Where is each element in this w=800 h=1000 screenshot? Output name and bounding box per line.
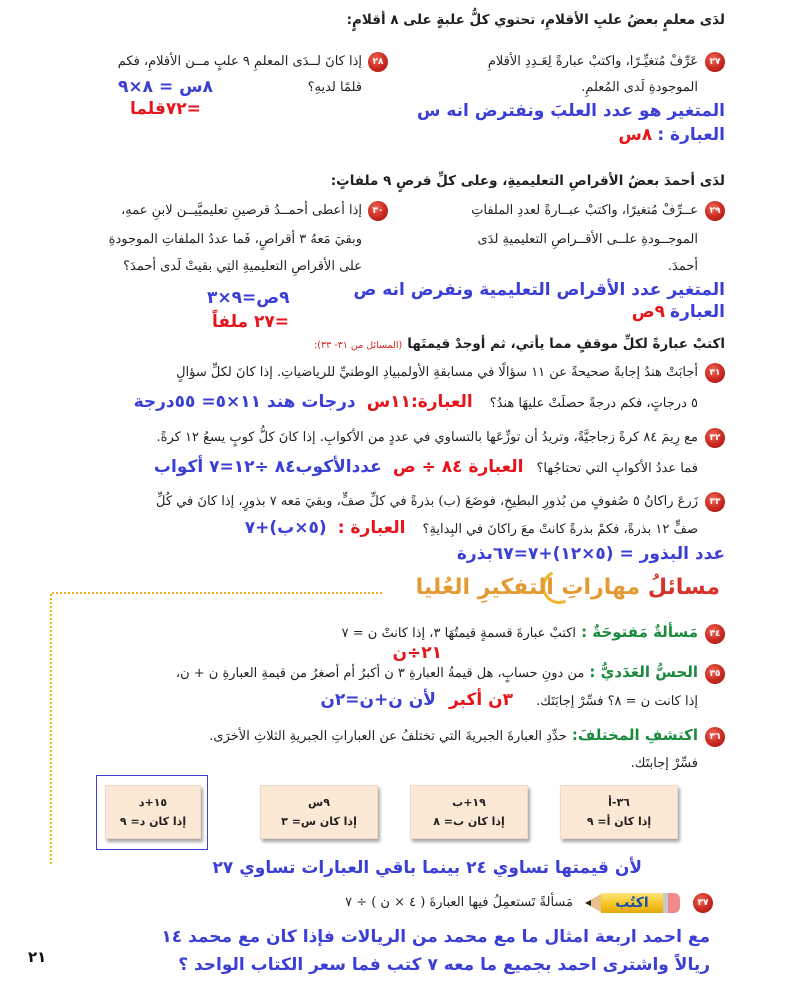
answer-31-result: درجات هند ١١×٥= ٥٥درجة (133, 392, 356, 412)
problem-35-line1: من دونِ حسابٍ، هل قيمةُ العبارةِ ٣ ن أكبرُ أم أصغرُ من قيمةِ العبارةِ ن + ن، (175, 666, 585, 681)
problem-32-line2-row (154, 457, 698, 477)
answer-37-line1: مع احمد اربعة امثال ما مع محمد من الريالات فإذا كان مع محمد ١٤ (161, 927, 710, 947)
answer-28-equation: ٨س = ٨×٩ (118, 77, 213, 97)
section-title-rest: مهاراتِ التفكيرِ العُليا (415, 575, 641, 600)
section-title-first: مسائلُ (647, 575, 720, 600)
problem-number-badge: ٣٣ (705, 492, 725, 512)
expression-card-selected (105, 785, 201, 839)
answer-30-equation: ٩ص=٩×٣ (207, 288, 290, 308)
pencil-tip (585, 894, 601, 912)
answer-27-variable: المتغير هو عدد العلبَ ونفترض انه س (416, 101, 725, 121)
problem-34-heading: مَسألةٌ مَفتوحَةٌ : (581, 623, 698, 641)
problem-28-line1: إذا كانَ لــدَى المعلمِ ٩ علبٍ مــن الأقلامِ، فكم (117, 54, 362, 69)
problem-34-row (342, 622, 698, 641)
problem-27-line2: الموجودةِ لَدى المُعلمِ. (581, 80, 698, 95)
problem-30-line2: وبقيَ مَعهُ ٣ أقراصٍ، فَما عددُ الملفاتِ الموجودةِ (108, 232, 362, 247)
problem-number-badge: ٣٧ (693, 893, 713, 913)
problem-number-badge: ٢٩ (705, 201, 725, 221)
problem-33-line2: صفٍّ ١٢ بذرةً، فكمْ بذرةً كانتْ معَ راكانَ في البِدايةِ؟ (422, 522, 698, 537)
problem-36-line2: فسِّرْ إجابتَك. (630, 756, 698, 771)
pencil-eraser (668, 893, 680, 913)
problem-31-line2-row (134, 392, 698, 412)
group2-intro: لدَى أحمدَ بعضُ الأقراصِ التعليميةِ، وعلى كلِّ قرصٍ ٩ ملفاتٍ: (330, 173, 725, 189)
problem-29-line1: عــرِّفْ مُتغيرًا، واكتبْ عبــارةً لعددِ الملفاتِ (471, 203, 698, 218)
card-expression: ٩س (308, 796, 330, 809)
section-dotted-border (52, 592, 382, 594)
answer-33-label: العبارة : (337, 518, 406, 538)
problem-33-line1: زَرعَ راكانُ ٥ صُفوفٍ من بُذورِ البطيخِ، فوضَعَ (ب) بذرةً في كلِّ صفٍّ، وبقيَ مَعه ٧ بذورٍ، إذا كانَ في كُلِّ (156, 494, 698, 509)
section-dotted-border (50, 594, 52, 864)
answer-35-reason: لأن ن+ن=٢ن (320, 690, 436, 710)
problem-33-line2-row (245, 518, 698, 538)
answer-27-label: العبارة : (657, 125, 725, 145)
problem-35-heading: الحسُّ العَدَديُّ : (589, 663, 698, 681)
problem-35-row (176, 662, 698, 681)
answer-31-expression: العبارة:١١س (366, 392, 473, 412)
section-title (416, 575, 720, 600)
pencil-write-icon (585, 893, 680, 913)
problem-31-line1: أجابَتْ هندُ إجابةً صحيحةً عن ١١ سؤالًا في مسابقةِ الأولمبيادِ الوطنيِّ للرياضياتِ. إذا كانَ لكلِّ سؤالٍ (176, 365, 698, 380)
answer-29-value: ٩ص (631, 302, 665, 322)
answer-35-claim: ٣ن أكبر (448, 690, 514, 710)
answer-36: لأن قيمتها تساوي ٢٤ بينما باقي العبارات تساوي ٢٧ (212, 858, 642, 878)
problem-32-line2: فما عددُ الأكوابِ التي تحتاجُها؟ (536, 461, 698, 476)
card-condition: إذا كان د= ٩ (119, 815, 187, 828)
problem-29-line3: أحمدَ. (667, 259, 698, 274)
expression-card (260, 785, 378, 839)
answer-27-value: ٨س (618, 125, 653, 145)
group3-intro (314, 333, 725, 352)
problem-36-line1: حدِّدِ العبارةَ الجبريةَ التي تختلفُ عن العباراتِ الجبريةِ الثلاثِ الأخرَى. (209, 729, 567, 744)
problem-number-badge: ٣٠ (368, 201, 388, 221)
problem-number-badge: ٣٥ (705, 664, 725, 684)
answer-32-result: عددالأكوب٨٤ ÷١٢=٧ أكواب (153, 457, 382, 477)
problem-number-badge: ٣٢ (705, 428, 725, 448)
card-expression: ٣٦-أ (608, 796, 630, 809)
answer-29-label: العبارة (670, 302, 725, 322)
card-condition: إذا كان أ= ٩ (586, 815, 652, 828)
expression-card (410, 785, 528, 839)
answer-30-result: =٢٧ ملفاً (212, 312, 290, 332)
expression-card (560, 785, 678, 839)
group3-intro-note: (المسائل من ٣١- ٣٣): (314, 340, 403, 351)
problem-number-badge: ٣٦ (705, 727, 725, 747)
answer-33-expression: (٥×ب)+٧ (244, 518, 327, 538)
pencil-write-label: اكتُب (601, 893, 663, 913)
problem-number-badge: ٣١ (705, 363, 725, 383)
page-number: ٢١ (28, 948, 47, 966)
problem-30-line1: إذا أعطى أحمــدُ قرصينِ تعليميَّيــن لابنِ عمهِ، (121, 203, 362, 218)
group3-intro-text: اكتبْ عبارةً لكلِّ موقفٍ مما يأتي، ثم أوجدْ قيمتَها (407, 336, 725, 352)
problem-32-line1: مع رِيمَ ٨٤ كرةً زجاجيَّةً، وتريدُ أن توزِّعَها بالتساوي في عددٍ من الأكوابِ. إذا كانَ كلُّ كوبٍ يسعُ ١٢ كرةً. (156, 430, 698, 445)
answer-29-expression (632, 302, 725, 322)
problem-35-line2: إذا كانت ن = ٨؟ فسِّرْ إجابَتَك. (536, 694, 698, 709)
problem-37-text: مَسألةً تَستعمِلُ فيها العبارةَ ( ٤ × ن ) ÷ ٧ (345, 895, 573, 910)
answer-28-result: =٧٢قلما (130, 99, 201, 119)
problem-36-heading: اكتشفِ المختلفَ: (571, 726, 698, 744)
card-expression: ١٥+د (138, 796, 168, 809)
problem-number-badge: ٢٧ (705, 52, 725, 72)
answer-33-result: عدد البذور = (٥×١٢)+٧=٦٧بذرة (456, 544, 725, 564)
answer-32-expression: العبارة ٨٤ ÷ ص (392, 457, 524, 477)
problem-35-line2-row (320, 690, 698, 710)
problem-31-line2: ٥ درجاتٍ، فكم درجةً حصلَتْ عليهَا هندُ؟ (489, 396, 698, 411)
card-condition: إذا كان ب= ٨ (433, 815, 505, 828)
problem-29-line2: الموجــودةِ علــى الأقــراصِ التعليميةِ لدَى (477, 232, 698, 247)
answer-34: ٢١÷ن (392, 643, 442, 663)
card-expression: ١٩+ب (452, 796, 486, 809)
problem-27-line1: عَرِّفْ مُتغيِّـرًا، واكتبْ عبارةً لِعَـدِدِ الأقلامِ (487, 54, 698, 69)
problem-30-line3: على الأقراصِ التعليميةِ التِي بقيتْ لَدى أحمدَ؟ (123, 259, 362, 274)
problem-number-badge: ٣٤ (705, 624, 725, 644)
answer-37-line2: ريالاً واشترى احمد بجميع ما معه ٧ كتب فما سعر الكتاب الواحد ؟ (178, 955, 710, 975)
group1-intro: لدَى معلمٍ بعضُ علبِ الأقلامِ، تحتوي كلُّ علبةٍ على ٨ أقلامٍ: (346, 12, 725, 28)
answer-29-variable: المتغير عدد الأقراص التعليمية ونفرض انه ص (353, 280, 725, 300)
card-condition: إذا كان س= ٣ (281, 815, 357, 828)
problem-number-badge: ٢٨ (368, 52, 388, 72)
problem-28-line2: قلمًا لديهِ؟ (307, 80, 362, 95)
answer-27-expression (618, 125, 725, 145)
problem-36-row (209, 725, 698, 744)
problem-34-text: اكتبْ عبارةَ قسمةٍ قيمتُهَا ٣، إذا كانتْ ن = ٧ (341, 626, 577, 641)
